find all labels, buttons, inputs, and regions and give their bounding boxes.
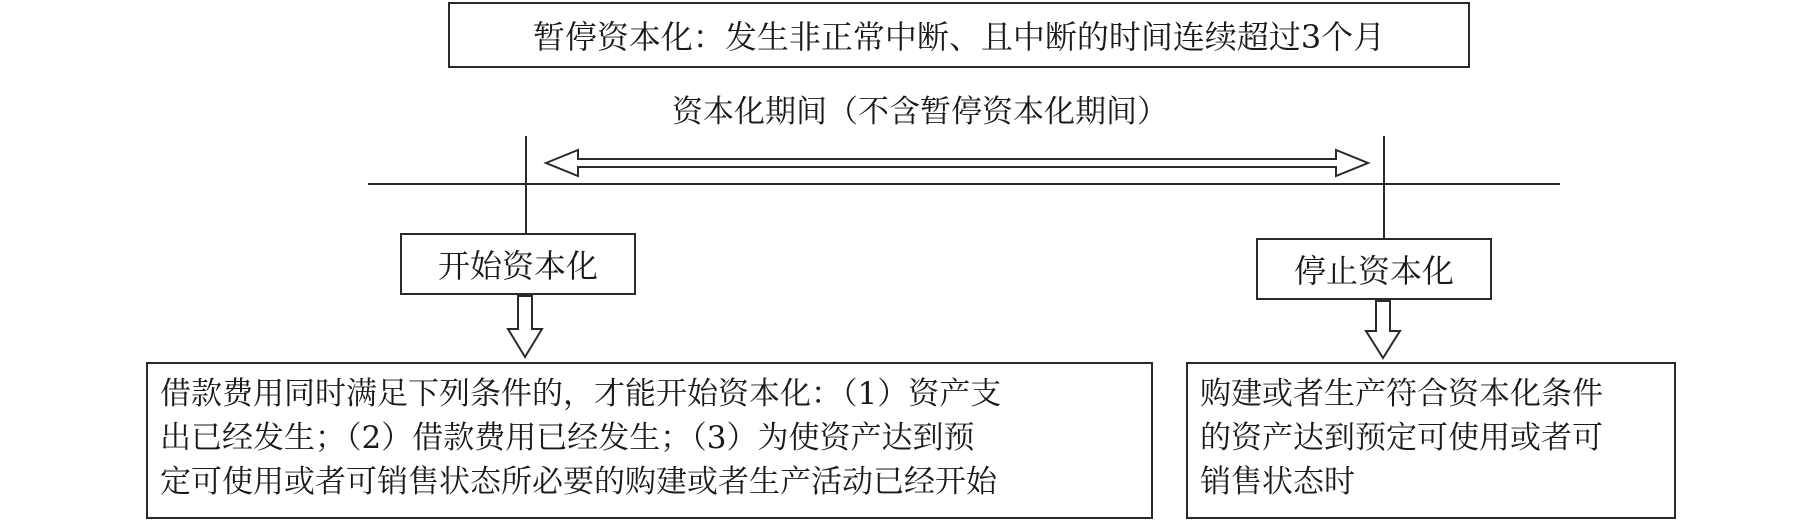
- stop-capitalization-text: 停止资本化: [1293, 252, 1454, 290]
- stop-conditions-box: [1186, 362, 1676, 519]
- period-double-arrow: [546, 150, 1368, 176]
- start-down-arrow: [508, 296, 542, 357]
- stop-capitalization-box: [1256, 238, 1492, 300]
- stop-conditions-line: 的资产达到预定可使用或者可: [1200, 420, 1603, 456]
- stop-conditions-line: 销售状态时: [1200, 464, 1355, 500]
- capitalization-period-label: 资本化期间（不含暂停资本化期间）: [672, 94, 1168, 130]
- pause-capitalization-box: [448, 2, 1470, 68]
- start-capitalization-text: 开始资本化: [437, 247, 598, 285]
- pause-capitalization-text: 暂停资本化：发生非正常中断、且中断的时间连续超过3个月: [532, 18, 1386, 56]
- start-conditions-line: 出已经发生；（2）借款费用已经发生；（3）为使资产达到预: [160, 420, 975, 456]
- stop-conditions-line: 购建或者生产符合资本化条件: [1200, 376, 1603, 412]
- start-conditions-box: [146, 362, 1153, 519]
- start-conditions-line: 借款费用同时满足下列条件的，才能开始资本化：（1）资产支: [160, 376, 1002, 412]
- start-capitalization-box: [400, 233, 636, 295]
- start-conditions-line: 定可使用或者可销售状态所必要的购建或者生产活动已经开始: [160, 464, 997, 500]
- stop-down-arrow: [1366, 301, 1400, 358]
